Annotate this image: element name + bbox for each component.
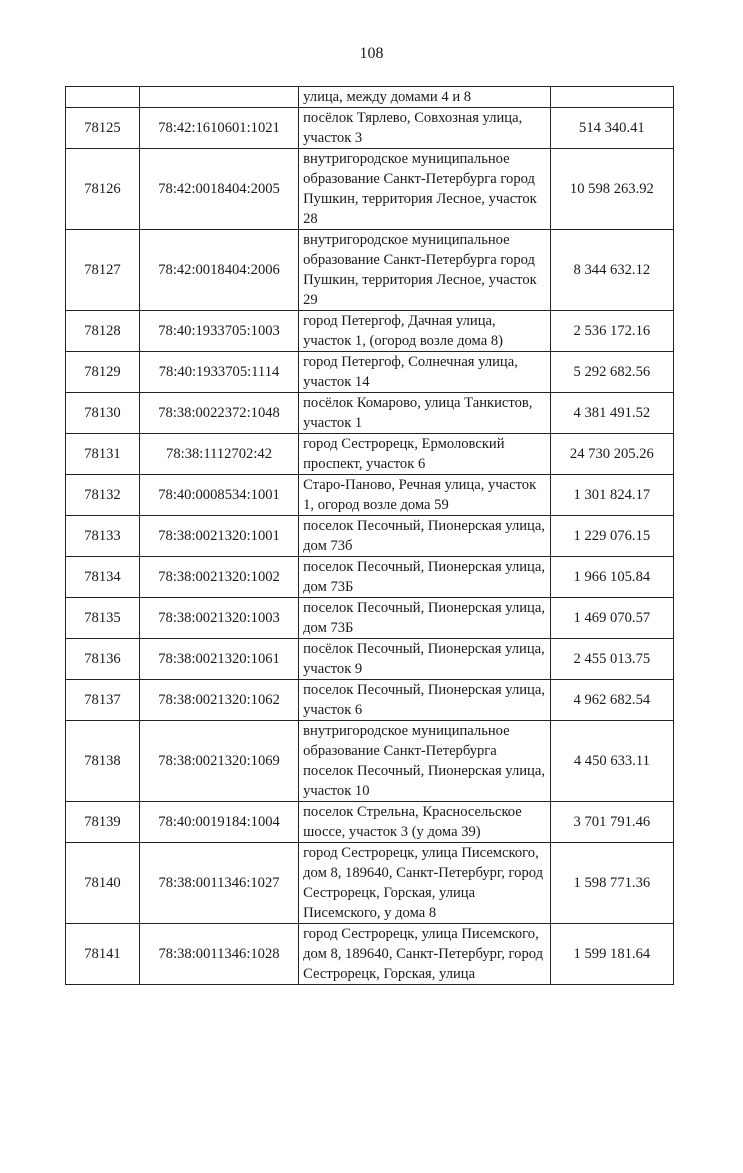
cadastral-value-cell: 1 598 771.36 (550, 843, 673, 924)
row-number-cell: 78128 (66, 311, 140, 352)
cadastral-number-cell: 78:38:0021320:1001 (139, 516, 298, 557)
address-cell: поселок Песочный, Пионерская улица, дом 73б (299, 516, 551, 557)
address-cell: внутригородское муниципальное образование Санкт-Петербурга поселок Песочный, Пионерская улица, участок 10 (299, 721, 551, 802)
cadastral-value-cell: 10 598 263.92 (550, 149, 673, 230)
cadastral-number-cell: 78:42:0018404:2006 (139, 230, 298, 311)
cadastral-number-cell: 78:40:0008534:1001 (139, 475, 298, 516)
address-cell: город Сестрорецк, улица Писемского, дом 8, 189640, Санкт-Петербург, город Сестрорецк, Горская, улица (299, 924, 551, 985)
cadastral-number-cell: 78:40:1933705:1114 (139, 352, 298, 393)
page-number: 108 (359, 45, 384, 62)
row-number-cell: 78131 (66, 434, 140, 475)
table-row (66, 516, 674, 557)
cadastral-number-cell: 78:38:0022372:1048 (139, 393, 298, 434)
address-cell: посёлок Песочный, Пионерская улица, участок 9 (299, 639, 551, 680)
cadastral-value-cell: 1 301 824.17 (550, 475, 673, 516)
row-number-cell: 78140 (66, 843, 140, 924)
table-row (66, 843, 674, 924)
cadastral-number-cell: 78:38:0021320:1002 (139, 557, 298, 598)
cadastral-value-cell: 2 455 013.75 (550, 639, 673, 680)
cadastral-number-cell (139, 87, 298, 108)
table-row (66, 311, 674, 352)
table-row (66, 230, 674, 311)
cadastral-number-cell: 78:38:0021320:1062 (139, 680, 298, 721)
cadastral-value-cell: 514 340.41 (550, 108, 673, 149)
cadastral-number-cell: 78:38:0021320:1069 (139, 721, 298, 802)
table-row (66, 557, 674, 598)
cadastral-number-cell: 78:40:1933705:1003 (139, 311, 298, 352)
cadastral-number-cell: 78:40:0019184:1004 (139, 802, 298, 843)
address-cell: внутригородское муниципальное образование Санкт-Петербурга город Пушкин, территория Лесное, участок 29 (299, 230, 551, 311)
table-row (66, 434, 674, 475)
row-number-cell: 78125 (66, 108, 140, 149)
address-cell: посёлок Тярлево, Совхозная улица, участок 3 (299, 108, 551, 149)
address-cell: город Сестрорецк, Ермоловский проспект, участок 6 (299, 434, 551, 475)
cadastral-value-cell: 3 701 791.46 (550, 802, 673, 843)
cadastral-number-cell: 78:38:0011346:1027 (139, 843, 298, 924)
row-number-cell: 78137 (66, 680, 140, 721)
table-row (66, 680, 674, 721)
cadastral-value-cell (550, 87, 673, 108)
land-registry-table (65, 86, 674, 985)
row-number-cell: 78141 (66, 924, 140, 985)
row-number-cell: 78127 (66, 230, 140, 311)
table-row (66, 393, 674, 434)
cadastral-value-cell: 1 966 105.84 (550, 557, 673, 598)
row-number-cell: 78130 (66, 393, 140, 434)
cadastral-number-cell: 78:38:0021320:1061 (139, 639, 298, 680)
table-row (66, 108, 674, 149)
address-cell: город Петергоф, Дачная улица, участок 1, (огород возле дома 8) (299, 311, 551, 352)
address-cell: внутригородское муниципальное образование Санкт-Петербурга город Пушкин, территория Лесное, участок 28 (299, 149, 551, 230)
cadastral-value-cell: 24 730 205.26 (550, 434, 673, 475)
cadastral-value-cell: 4 381 491.52 (550, 393, 673, 434)
table-row (66, 639, 674, 680)
cadastral-number-cell: 78:42:0018404:2005 (139, 149, 298, 230)
address-cell: город Сестрорецк, улица Писемского, дом 8, 189640, Санкт-Петербург, город Сестрорецк, Горская, улица Писемского, у дома 8 (299, 843, 551, 924)
cadastral-value-cell: 1 599 181.64 (550, 924, 673, 985)
cadastral-value-cell: 2 536 172.16 (550, 311, 673, 352)
row-number-cell: 78138 (66, 721, 140, 802)
table-row (66, 802, 674, 843)
cadastral-value-cell: 4 450 633.11 (550, 721, 673, 802)
row-number-cell: 78135 (66, 598, 140, 639)
cadastral-number-cell: 78:38:0011346:1028 (139, 924, 298, 985)
address-cell: город Петергоф, Солнечная улица, участок 14 (299, 352, 551, 393)
row-number-cell: 78139 (66, 802, 140, 843)
registry-body (66, 87, 674, 985)
cadastral-value-cell: 4 962 682.54 (550, 680, 673, 721)
cadastral-value-cell: 1 229 076.15 (550, 516, 673, 557)
row-number-cell: 78136 (66, 639, 140, 680)
cadastral-value-cell: 5 292 682.56 (550, 352, 673, 393)
cadastral-number-cell: 78:38:0021320:1003 (139, 598, 298, 639)
table-row (66, 598, 674, 639)
address-cell: поселок Песочный, Пионерская улица, участок 6 (299, 680, 551, 721)
table-row (66, 721, 674, 802)
row-number-cell: 78126 (66, 149, 140, 230)
address-cell: поселок Стрельна, Красносельское шоссе, участок 3 (у дома 39) (299, 802, 551, 843)
row-number-cell: 78133 (66, 516, 140, 557)
table-row-continuation (66, 87, 674, 108)
address-cell: Старо-Паново, Речная улица, участок 1, огород возле дома 59 (299, 475, 551, 516)
cadastral-number-cell: 78:38:1112702:42 (139, 434, 298, 475)
cadastral-value-cell: 1 469 070.57 (550, 598, 673, 639)
table-row (66, 352, 674, 393)
table-row (66, 924, 674, 985)
cadastral-value-cell: 8 344 632.12 (550, 230, 673, 311)
cadastral-number-cell: 78:42:1610601:1021 (139, 108, 298, 149)
row-number-cell (66, 87, 140, 108)
row-number-cell: 78134 (66, 557, 140, 598)
table-row (66, 475, 674, 516)
table-row (66, 149, 674, 230)
address-cell: поселок Песочный, Пионерская улица, дом 73Б (299, 598, 551, 639)
address-cell: посёлок Комарово, улица Танкистов, участок 1 (299, 393, 551, 434)
address-cell: поселок Песочный, Пионерская улица, дом 73Б (299, 557, 551, 598)
row-number-cell: 78132 (66, 475, 140, 516)
row-number-cell: 78129 (66, 352, 140, 393)
address-cell: улица, между домами 4 и 8 (299, 87, 551, 108)
